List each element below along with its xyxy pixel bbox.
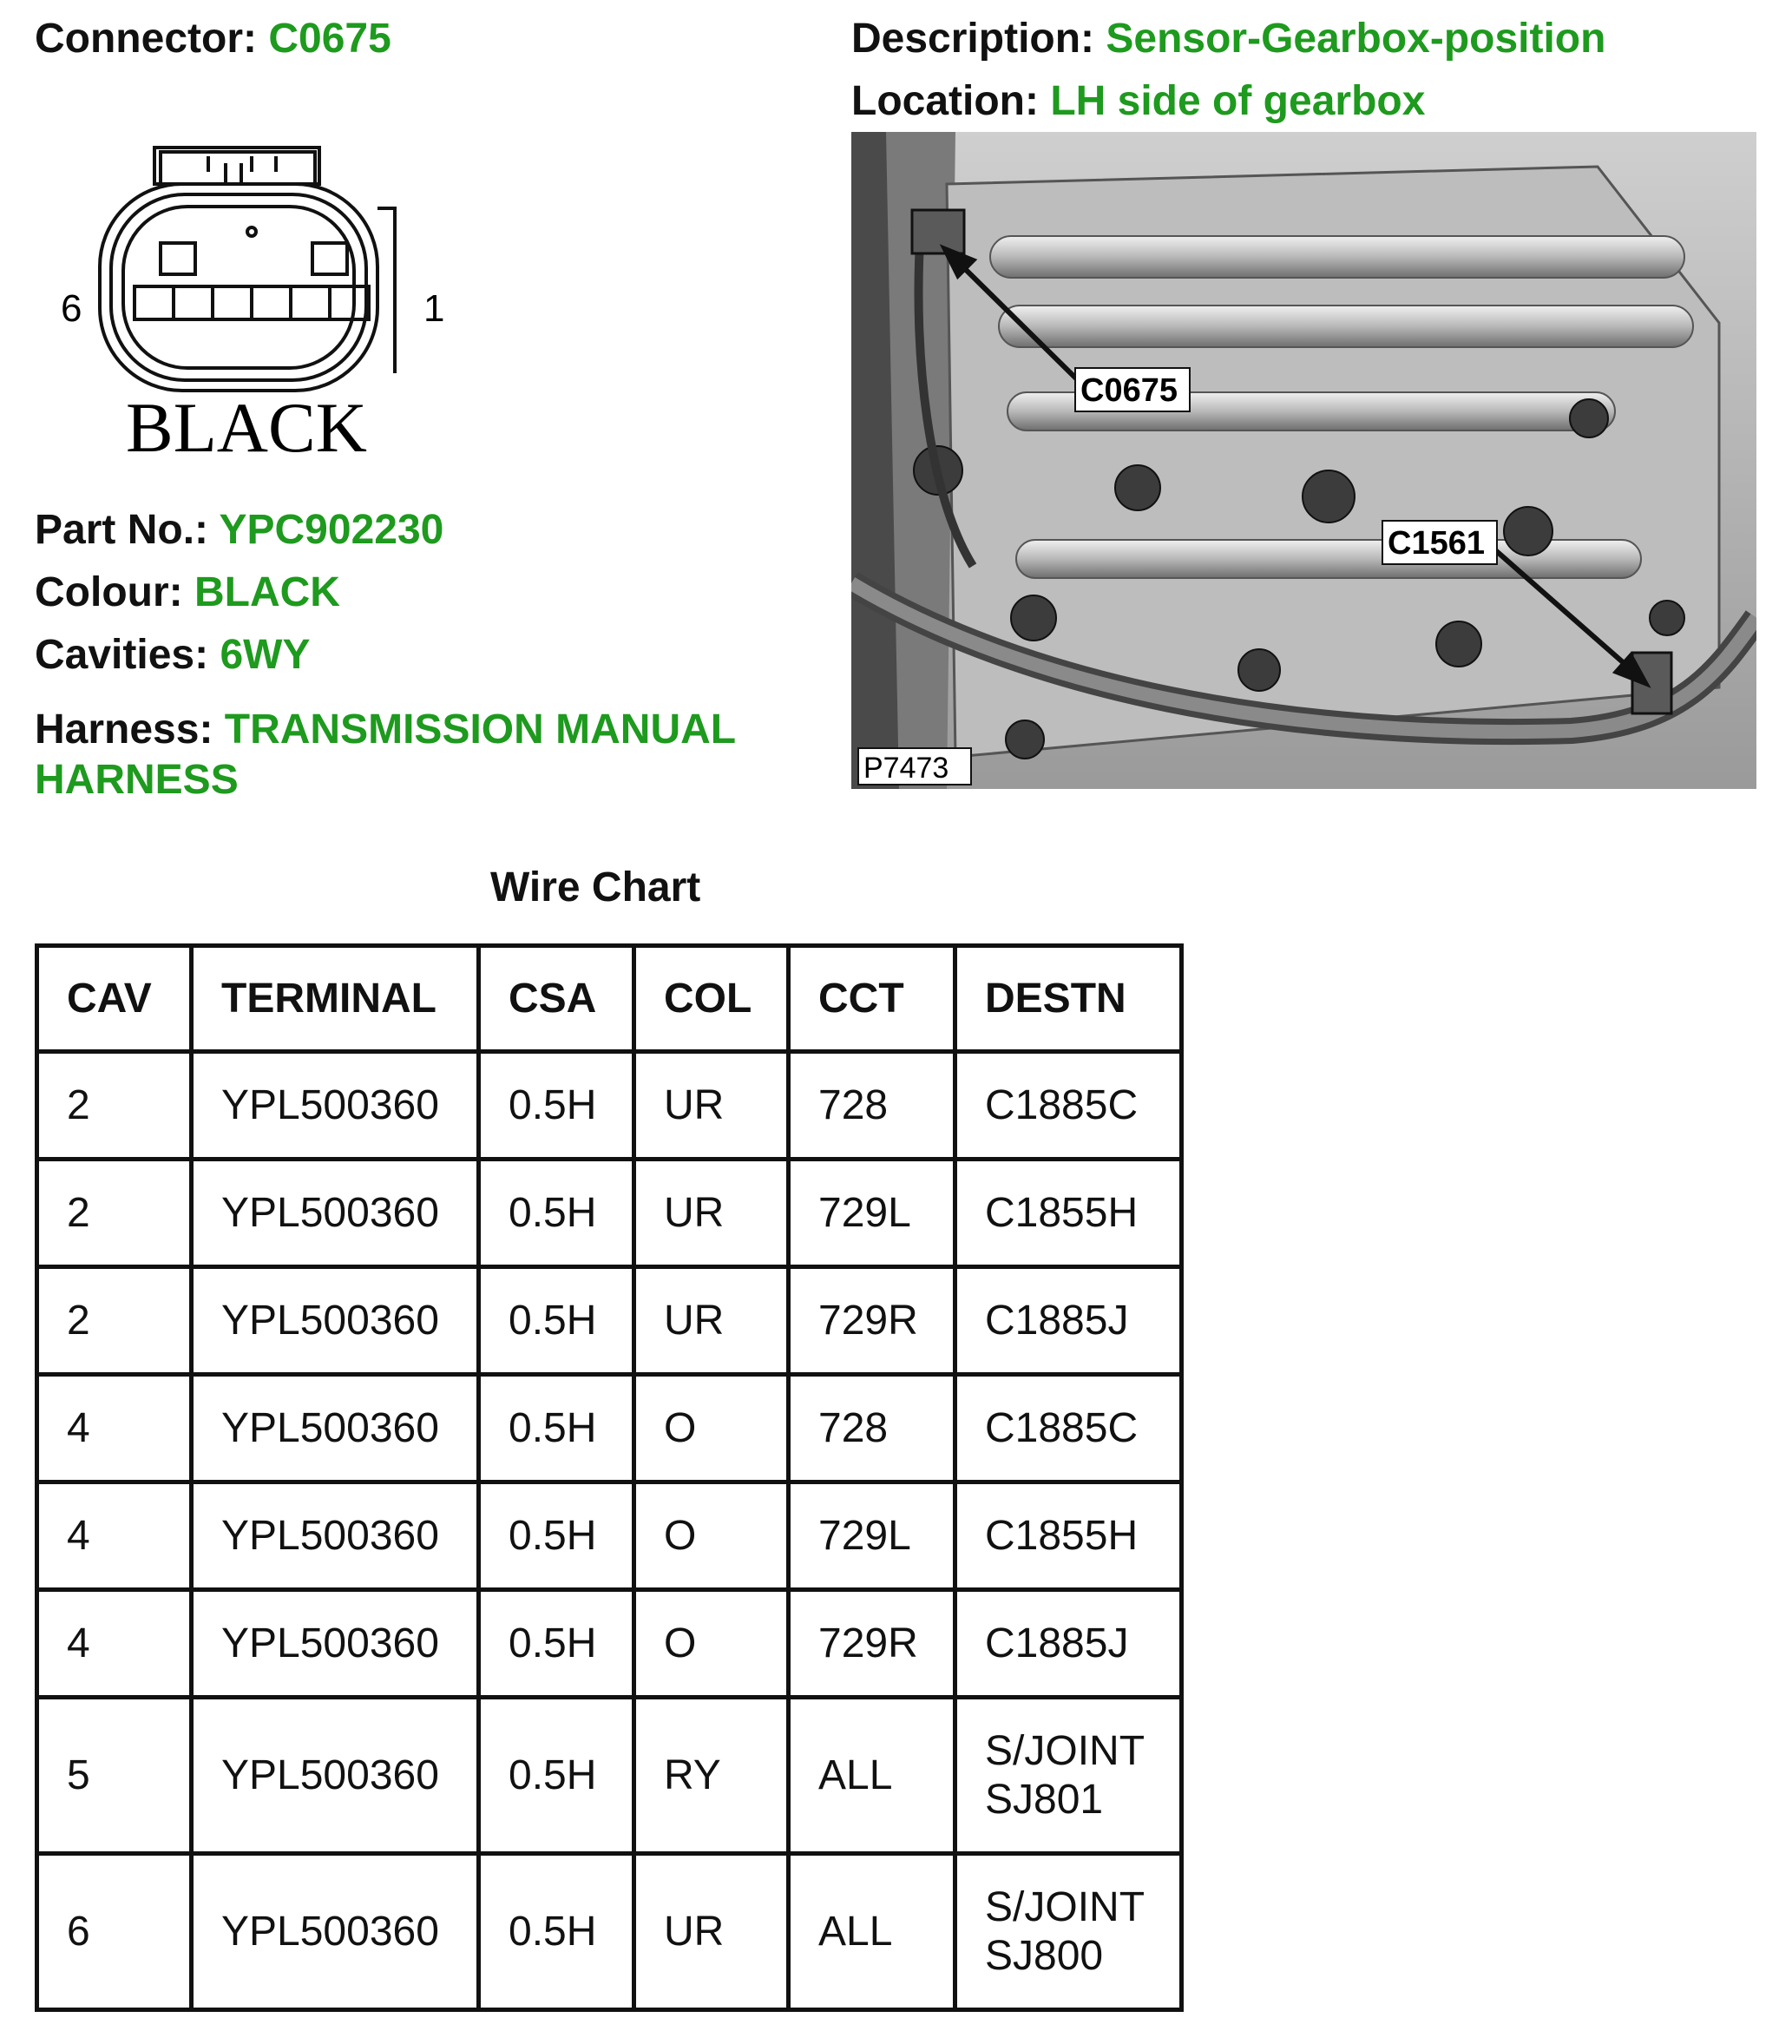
pin-1-label: 1 (423, 287, 445, 330)
cell-cct: 728 (789, 1052, 955, 1160)
cell-destn: C1885C (955, 1052, 1182, 1160)
cell-cct: 728 (789, 1375, 955, 1482)
cell-csa: 0.5H (479, 1854, 634, 2010)
cell-cav: 2 (37, 1052, 192, 1160)
cell-col: UR (634, 1267, 789, 1375)
header-cct: CCT (789, 946, 955, 1052)
header-cav: CAV (37, 946, 192, 1052)
connector-value: C0675 (268, 16, 391, 62)
cell-terminal: YPL500360 (192, 1052, 479, 1160)
colour-label: Colour: (35, 569, 183, 615)
cell-cav: 6 (37, 1854, 192, 2010)
cell-csa: 0.5H (479, 1052, 634, 1160)
cell-destn: C1855H (955, 1482, 1182, 1590)
cavities-field (35, 630, 310, 680)
header-col: COL (634, 946, 789, 1052)
table-row (37, 1854, 1182, 2010)
cell-terminal: YPL500360 (192, 1160, 479, 1267)
harness-label: Harness: (35, 707, 213, 753)
cell-cav: 4 (37, 1590, 192, 1698)
cell-col: O (634, 1375, 789, 1482)
part-no-value: YPC902230 (219, 507, 444, 553)
cell-destn: C1885J (955, 1590, 1182, 1698)
cell-csa: 0.5H (479, 1482, 634, 1590)
cell-destn: S/JOINT SJ800 (955, 1854, 1182, 2010)
cavities-label: Cavities: (35, 632, 209, 678)
cell-terminal: YPL500360 (192, 1267, 479, 1375)
pin-6-label: 6 (61, 287, 82, 330)
wire-chart-title: Wire Chart (490, 864, 701, 910)
photo-ref: P7473 (863, 752, 949, 785)
table-row (37, 1375, 1182, 1482)
cell-cav: 2 (37, 1267, 192, 1375)
harness-value: TRANSMISSION MANUAL HARNESS (35, 707, 736, 803)
description-value: Sensor-Gearbox-position (1106, 16, 1606, 62)
connector-label: Connector: (35, 16, 257, 62)
cell-csa: 0.5H (479, 1698, 634, 1854)
cell-col: RY (634, 1698, 789, 1854)
cavities-value: 6WY (220, 632, 311, 678)
cell-cct: 729L (789, 1482, 955, 1590)
colour-field (35, 568, 340, 618)
cell-csa: 0.5H (479, 1590, 634, 1698)
cell-terminal: YPL500360 (192, 1698, 479, 1854)
location-field (851, 76, 1425, 127)
wire-chart-table (35, 943, 1184, 2012)
table-row (37, 1590, 1182, 1698)
table-row (37, 1698, 1182, 1854)
connector-field (35, 14, 391, 64)
cell-destn: S/JOINT SJ801 (955, 1698, 1182, 1854)
callout-c0675: C0675 (1080, 372, 1178, 409)
table-row (37, 1267, 1182, 1375)
cell-col: UR (634, 1854, 789, 2010)
cell-csa: 0.5H (479, 1375, 634, 1482)
cell-destn: C1855H (955, 1160, 1182, 1267)
table-row (37, 1482, 1182, 1590)
cell-terminal: YPL500360 (192, 1482, 479, 1590)
table-row (37, 1052, 1182, 1160)
harness-field (35, 705, 816, 805)
table-row (37, 1160, 1182, 1267)
cell-cav: 2 (37, 1160, 192, 1267)
cell-cct: 729L (789, 1160, 955, 1267)
cell-terminal: YPL500360 (192, 1590, 479, 1698)
cell-destn: C1885J (955, 1267, 1182, 1375)
cell-destn: C1885C (955, 1375, 1182, 1482)
cell-cav: 4 (37, 1482, 192, 1590)
description-label: Description: (851, 16, 1095, 62)
cell-col: O (634, 1482, 789, 1590)
cell-cct: 729R (789, 1590, 955, 1698)
cell-csa: 0.5H (479, 1160, 634, 1267)
cell-cav: 4 (37, 1375, 192, 1482)
wire-chart-header-row (37, 946, 1182, 1052)
cell-col: UR (634, 1052, 789, 1160)
cell-terminal: YPL500360 (192, 1854, 479, 2010)
part-no-field (35, 505, 443, 555)
cell-cav: 5 (37, 1698, 192, 1854)
header-destn: DESTN (955, 946, 1182, 1052)
part-no-label: Part No.: (35, 507, 209, 553)
cell-col: UR (634, 1160, 789, 1267)
cell-cct: ALL (789, 1698, 955, 1854)
connector-face-drawing (52, 130, 451, 469)
header-terminal: TERMINAL (192, 946, 479, 1052)
cell-terminal: YPL500360 (192, 1375, 479, 1482)
colour-text-label: BLACK (126, 388, 367, 467)
description-field (851, 14, 1605, 64)
cell-cct: ALL (789, 1854, 955, 2010)
location-value: LH side of gearbox (1050, 78, 1426, 124)
cell-cct: 729R (789, 1267, 955, 1375)
header-csa: CSA (479, 946, 634, 1052)
colour-value: BLACK (194, 569, 340, 615)
cell-col: O (634, 1590, 789, 1698)
gearbox-location-photo (851, 132, 1756, 789)
cell-csa: 0.5H (479, 1267, 634, 1375)
location-label: Location: (851, 78, 1039, 124)
callout-c1561: C1561 (1388, 525, 1485, 562)
